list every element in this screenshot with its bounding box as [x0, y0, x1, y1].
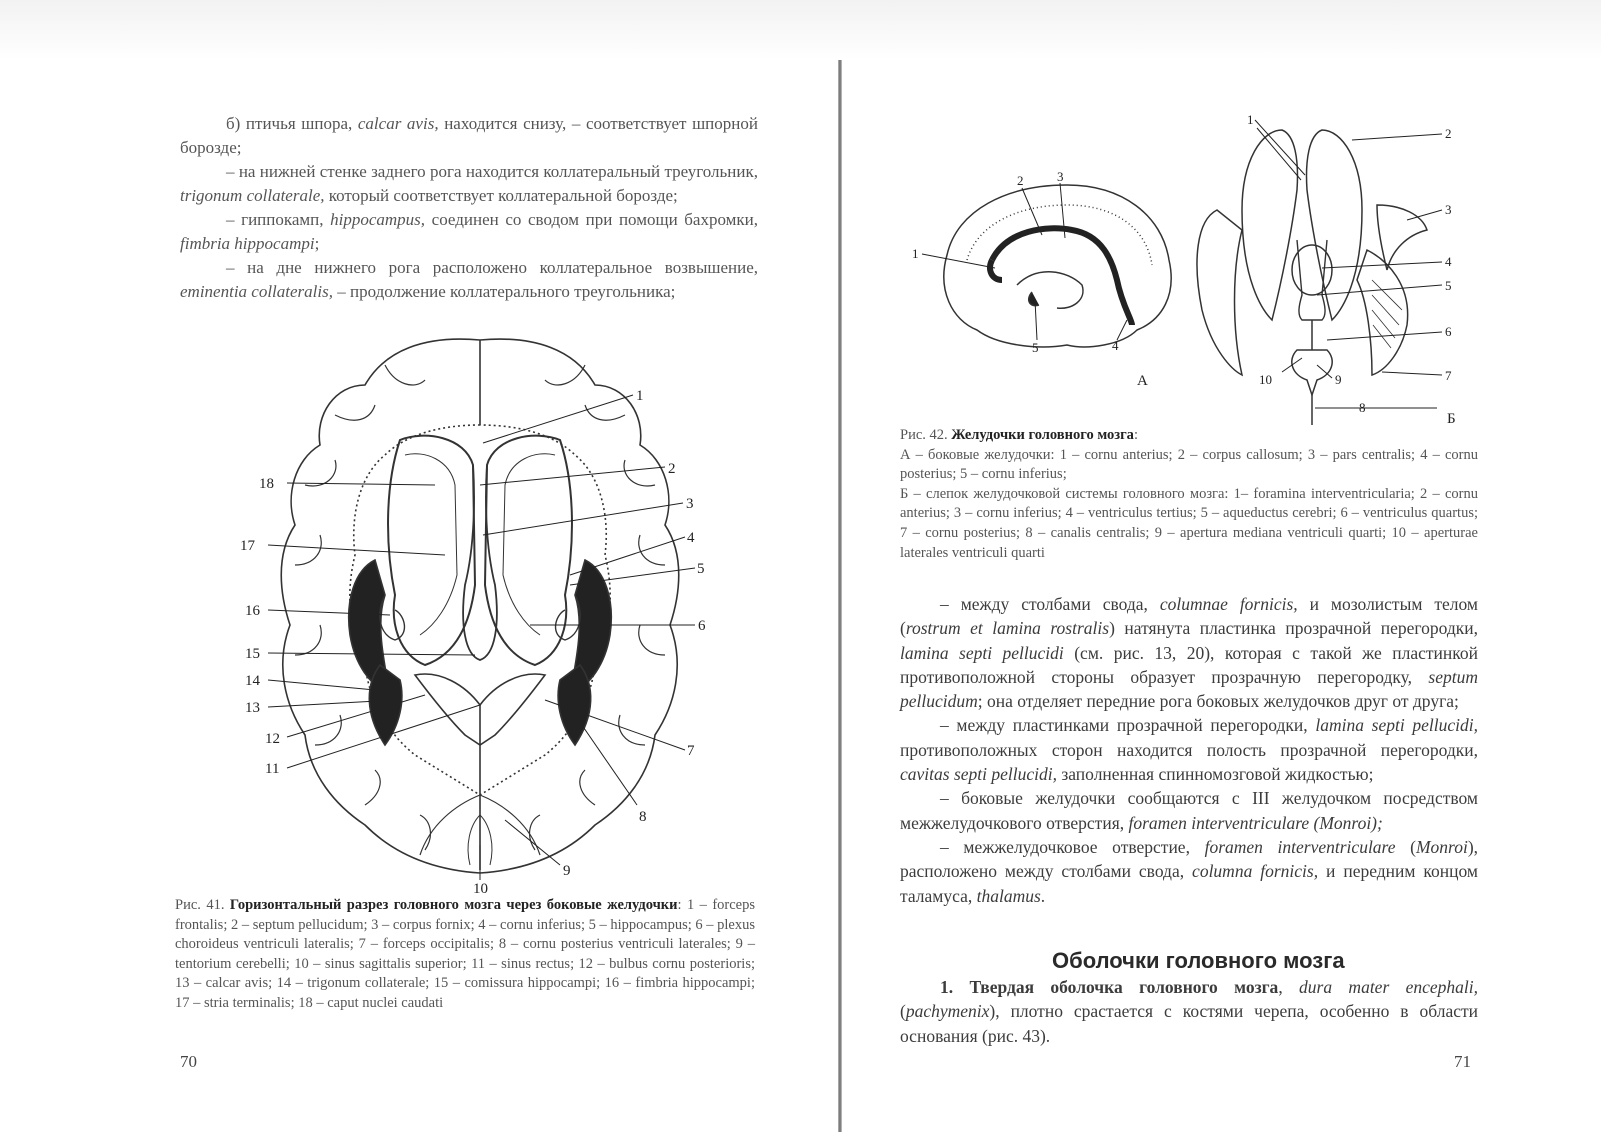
- figure-label: 10: [1259, 372, 1272, 387]
- figure-label: 15: [245, 646, 260, 662]
- figure-label: 18: [259, 476, 274, 492]
- latin-term: rostrum et lamina rostralis: [905, 618, 1110, 639]
- latin-term: trigonum collaterale,: [180, 186, 325, 205]
- text: .: [1040, 885, 1046, 906]
- bold-term: Твердая оболочка головного мозга: [969, 977, 1279, 997]
- latin-term: lamina septi pellucidi: [900, 642, 1064, 663]
- left-text-block: [180, 112, 758, 304]
- figure-42-caption: [900, 426, 1478, 563]
- caption-prefix: Рис. 42.: [900, 427, 952, 443]
- text: б) птичья шпора,: [226, 114, 358, 133]
- figure-label: 1: [636, 388, 644, 404]
- figure-label: 9: [1335, 372, 1342, 387]
- caption-part-a: А – боковые желудочки: 1 – cornu anterius; 2 – corpus callosum; 3 – pars centralis; 4 – cornu posterius; 5 – cornu inferius;: [900, 446, 1478, 483]
- figure-label: 7: [1445, 368, 1452, 383]
- figure-label: 12: [265, 731, 280, 747]
- dura-mater-paragraph: [900, 975, 1478, 1048]
- page-number-left: 70: [180, 1052, 197, 1071]
- figure-label: 17: [240, 538, 255, 554]
- paragraph-foramen: [900, 786, 1478, 835]
- figure-label: 8: [1359, 400, 1366, 415]
- paragraph-cavitas: [900, 713, 1478, 786]
- text: (см. рис. 13, 20), которая с такой же пластинкой противоположной стороны образует прозрачную перегородку,: [900, 642, 1478, 687]
- latin-term: pachymenix: [905, 1001, 990, 1022]
- figure-label: 8: [639, 809, 647, 825]
- figure-label: 10: [473, 881, 488, 897]
- latin-term: Monroi: [1415, 836, 1468, 857]
- item-number: 1.: [940, 977, 970, 997]
- paragraph-septum: [900, 592, 1478, 713]
- text: – боковые желудочки сообщаются с III желудочком посредством межжелудочкового отверстия,: [900, 788, 1478, 833]
- figure-label: 4: [1112, 338, 1119, 353]
- text: противоположных сторон находится полость прозрачной перегородки,: [900, 739, 1478, 760]
- latin-term: eminentia collateralis,: [180, 282, 333, 301]
- text: – продолжение коллатерального треугольника;: [332, 282, 676, 301]
- paragraph-dura: [900, 975, 1478, 1048]
- text: – между пластинками прозрачной перегородки,: [940, 715, 1316, 736]
- figure-label: 13: [245, 700, 260, 716]
- section-heading: Оболочки головного мозга: [1052, 948, 1345, 973]
- text: который соответствует коллатеральной борозде;: [324, 186, 678, 205]
- text: заполненная спинномозговой жидкостью;: [1056, 764, 1374, 785]
- figure-label: 4: [1445, 254, 1452, 269]
- paragraph-eminentia: [180, 256, 758, 304]
- figure-label: 2: [1017, 173, 1024, 188]
- figure-label: 1: [1247, 112, 1254, 127]
- text: – между столбами свода,: [940, 594, 1160, 614]
- figure-label: 3: [686, 496, 694, 512]
- right-text-block: [900, 592, 1478, 908]
- caption-title: Желудочки головного мозга: [951, 427, 1134, 443]
- figure-label: 9: [563, 863, 571, 879]
- figure-letter: А: [1137, 373, 1148, 389]
- text: :: [1133, 427, 1138, 443]
- caption-body: 1 – forceps frontalis; 2 – septum pellucidum; 3 – corpus fornix; 4 – cornu inferius; 5 – hippocampus; 6 – plexus choroideus ventriculi lateralis; 7 – forceps occipitalis; 8 – cornu posterius ventriculi laterales; 9 – tentorium cerebelli; 10 – sinus sagittalis superior; 11 – sinus rectus; 12 – bulbus cornu posterioris; 13 – calcar avis; 14 – trigonum collaterale; 15 – comissura hippocampi; 16 – fimbria hippocampi; 17 – stria terminalis; 18 – caput nuclei caudati: [175, 897, 755, 1011]
- text: – межжелудочковое отверстие,: [940, 836, 1205, 857]
- text: – на нижней стенке заднего рога находится коллатеральный треугольник,: [226, 162, 758, 181]
- figure-label: 4: [687, 530, 695, 546]
- figure-label: 5: [1032, 340, 1039, 355]
- latin-term: cavitas septi pellucidi,: [900, 764, 1057, 785]
- figure-label: 1: [912, 246, 919, 261]
- figure-label: 3: [1057, 170, 1064, 184]
- figure-label: 5: [697, 561, 705, 577]
- caption-part-b: Б – слепок желудочковой системы головного мозга: 1– foramina interventricularia; 2 – cornu anterius; 3 – cornu inferius; 4 – ventriculus tertius; 5 – aqueductus cerebri; 6 – ventriculus quartus; 7 – cornu posterius; 8 – canalis centralis; 9 – apertura mediana ventriculi quarti; 10 – aperturae laterales ventriculi quarti: [900, 485, 1478, 561]
- paragraph-monroi: [900, 835, 1478, 908]
- latin-term: foramen interventriculare (Monroi);: [1128, 812, 1383, 833]
- text: – гиппокамп,: [226, 210, 331, 229]
- figure-label: 2: [668, 461, 676, 477]
- figure-label: 7: [687, 743, 695, 759]
- caption-title: Горизонтальный разрез головного мозга через боковые желудочки: [229, 897, 678, 913]
- figure-label: 5: [1445, 278, 1452, 293]
- page-number-right: 71: [1454, 1052, 1471, 1071]
- paragraph-calcar: [180, 112, 758, 160]
- latin-term: columna fornicis,: [1192, 861, 1319, 882]
- latin-term: foramen interventriculare: [1204, 836, 1396, 857]
- figure-41-caption: [175, 896, 755, 1014]
- latin-term: columnae fornicis,: [1159, 594, 1298, 614]
- text: находится снизу, – соответствует шпорной борозде;: [180, 114, 758, 157]
- latin-term: septum pellucidum: [900, 666, 1478, 712]
- figure-label: 6: [1445, 324, 1452, 339]
- text: ;: [314, 234, 320, 253]
- ventricular-cast-figure-b: [1187, 110, 1477, 430]
- figure-label: 3: [1445, 202, 1452, 217]
- figure-label: 6: [698, 618, 706, 634]
- latin-term: lamina septi pellucidi,: [1315, 715, 1478, 736]
- text: ) натянута пластинка прозрачной перегородки,: [1109, 618, 1478, 639]
- latin-term: dura mater encephali,: [1299, 977, 1479, 997]
- figure-letter: Б: [1447, 411, 1456, 427]
- figure-label: 16: [245, 603, 260, 619]
- paragraph-trigonum: [180, 160, 758, 208]
- latin-term: hippocampus,: [330, 210, 426, 229]
- text: ), расположено между столбами свода,: [900, 836, 1479, 882]
- latin-term: fimbria hippocampi: [180, 234, 315, 253]
- text: (: [900, 1001, 906, 1022]
- text: ; она отделяет передние рога боковых желудочков друг от друга;: [977, 691, 1459, 712]
- figure-label: 11: [265, 761, 280, 777]
- lateral-ventricles-figure-a: [907, 170, 1187, 390]
- paragraph-hippocampus: [180, 208, 758, 256]
- text: ,: [1278, 977, 1300, 997]
- brain-horizontal-section-figure: [225, 325, 735, 900]
- caption-prefix: Рис. 41.: [175, 897, 230, 913]
- text: ), плотно срастается с костями черепа, особенно в области основания (рис. 43).: [900, 1001, 1478, 1046]
- right-page: [842, 0, 1601, 1132]
- text: (: [1395, 836, 1416, 857]
- text: :: [677, 897, 682, 913]
- figure-label: 2: [1445, 126, 1452, 141]
- text: соединен со сводом при помощи бахромки,: [425, 210, 759, 229]
- text: и мозолистым телом (: [900, 594, 1478, 639]
- latin-term: thalamus: [976, 885, 1041, 906]
- text: – на дне нижнего рога расположено коллатеральное возвышение,: [226, 258, 758, 277]
- text: и передним концом таламуса,: [900, 861, 1478, 906]
- latin-term: calcar avis,: [357, 114, 439, 133]
- figure-label: 14: [245, 673, 260, 689]
